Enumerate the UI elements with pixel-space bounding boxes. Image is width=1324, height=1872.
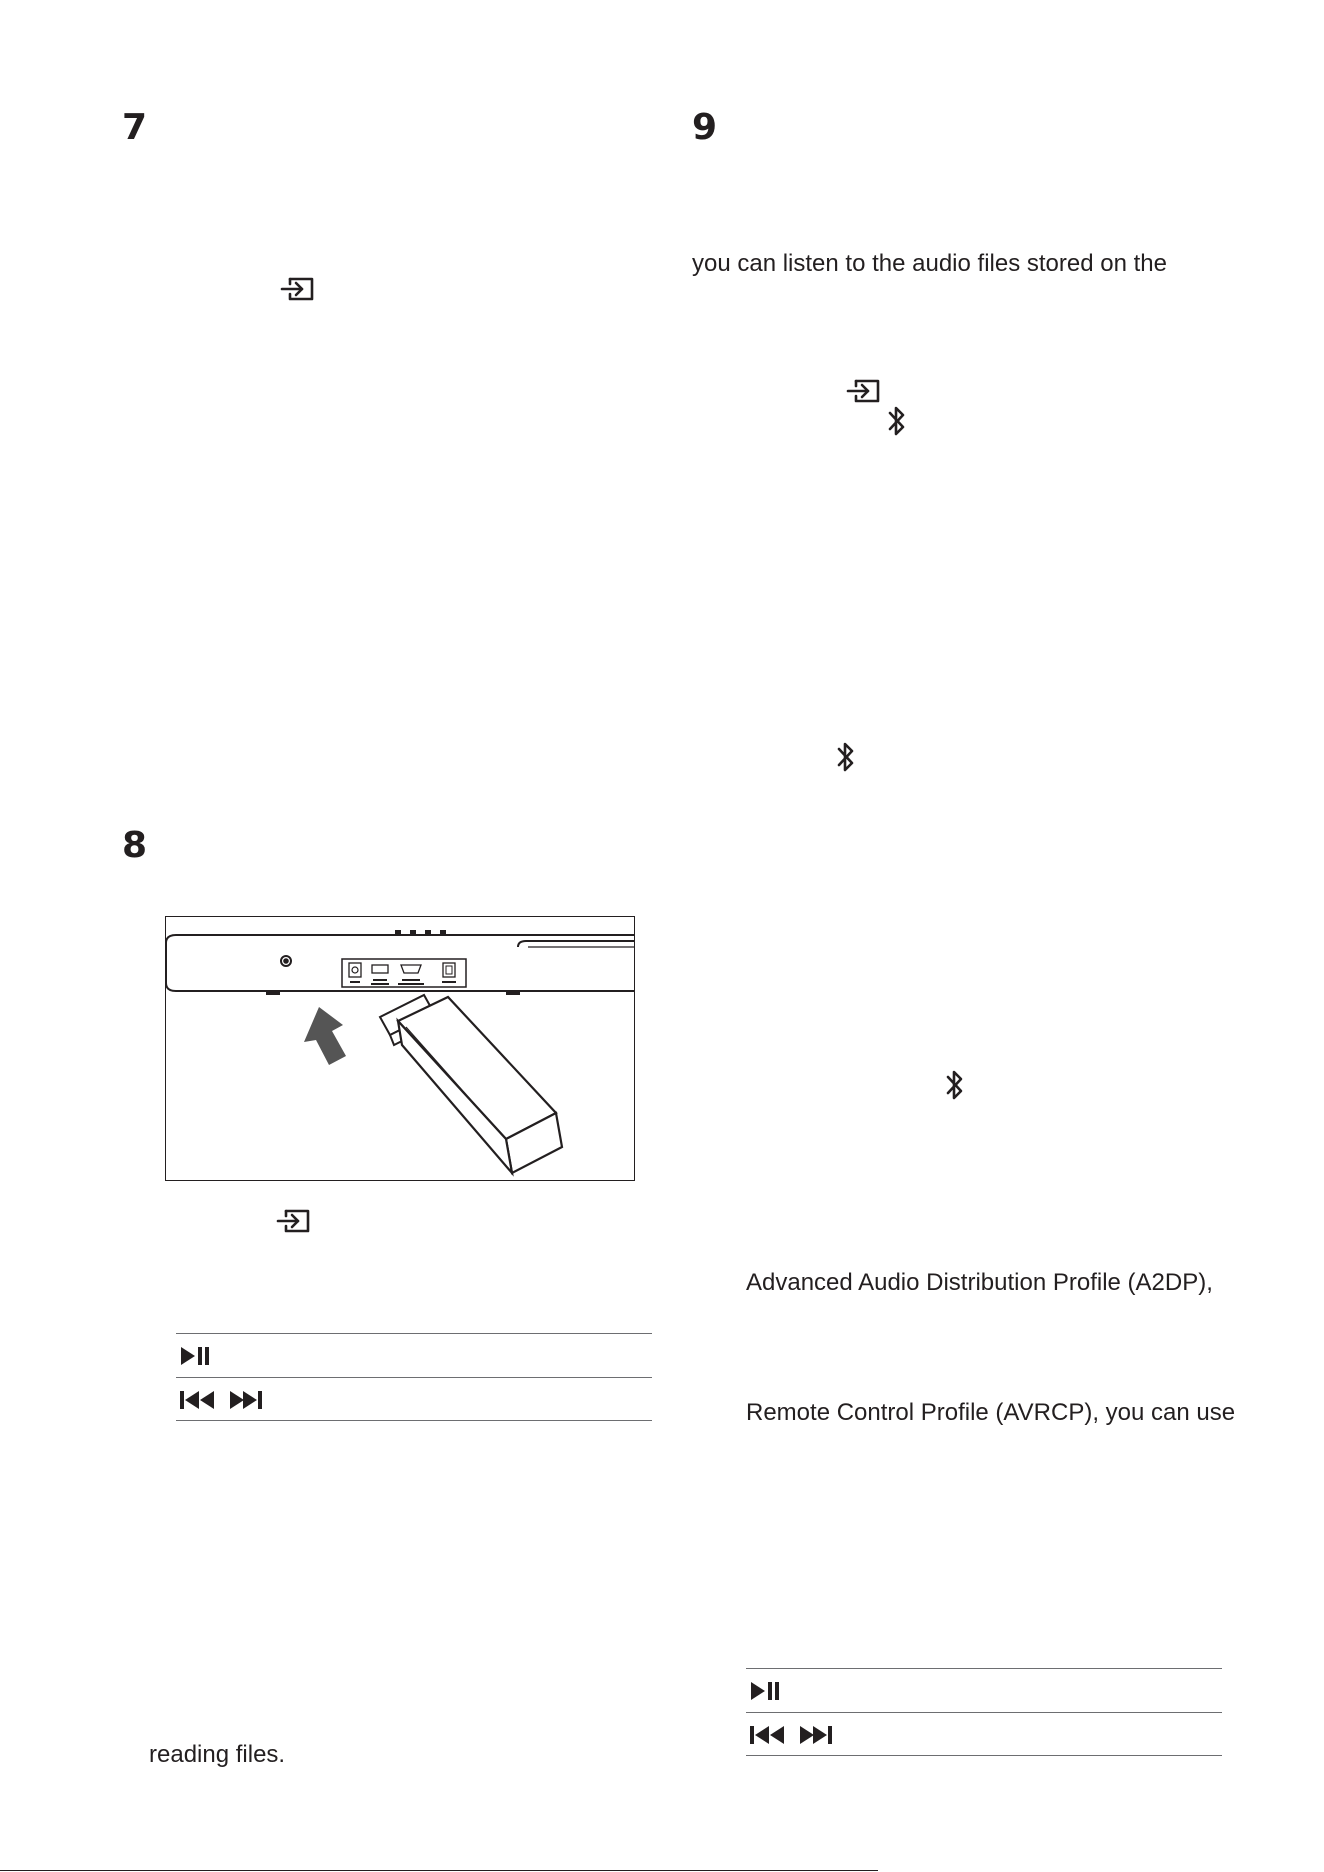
table-rule xyxy=(176,1420,652,1421)
section-number-7: 7 xyxy=(122,107,148,148)
input-source-icon xyxy=(280,276,316,302)
prev-next-icon xyxy=(750,1725,836,1745)
play-pause-icon xyxy=(180,1346,212,1366)
usb-insertion-illustration xyxy=(165,916,635,1181)
input-source-icon xyxy=(846,378,882,404)
table-rule xyxy=(746,1755,1222,1756)
play-pause-icon xyxy=(750,1681,782,1701)
table-rule xyxy=(746,1668,1222,1669)
body-text-line: reading files. xyxy=(149,1741,286,1768)
body-text-line: Advanced Audio Distribution Profile (A2DP), xyxy=(746,1269,1213,1296)
prev-next-icon xyxy=(180,1390,266,1410)
table-rule xyxy=(176,1333,652,1334)
table-rule xyxy=(746,1712,1222,1713)
section-number-9: 9 xyxy=(692,107,718,148)
section-number-8: 8 xyxy=(122,825,148,866)
table-rule xyxy=(176,1377,652,1378)
bluetooth-icon xyxy=(887,404,907,438)
input-source-icon xyxy=(276,1208,312,1234)
bluetooth-icon xyxy=(945,1068,965,1102)
body-text-line: you can listen to the audio files stored on the xyxy=(692,250,1167,277)
bluetooth-icon xyxy=(836,740,856,774)
body-text-line: Remote Control Profile (AVRCP), you can use xyxy=(746,1399,1236,1426)
footer-rule xyxy=(0,1870,878,1871)
